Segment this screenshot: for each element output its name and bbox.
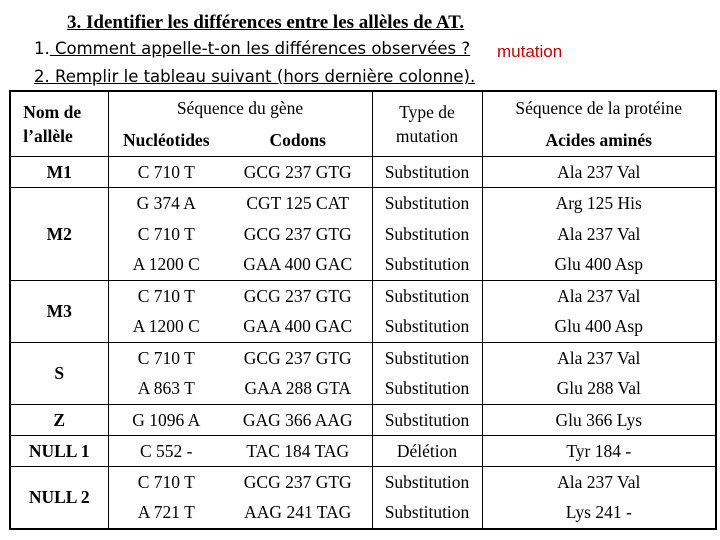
mutation-type-cell: Substitution bbox=[372, 405, 482, 436]
codons-cell: GAA 400 GAC bbox=[224, 312, 372, 343]
amino-acids-cell: Glu 400 Asp bbox=[554, 254, 643, 275]
table-row bbox=[10, 374, 716, 405]
allele-name-cell: M2 bbox=[10, 188, 108, 281]
table-row bbox=[10, 281, 716, 312]
nucleotides-cell: C 710 T bbox=[108, 343, 224, 374]
amino-acids-cell: Ala 237 Val bbox=[482, 157, 716, 188]
nucleotides-cell: G 1096 A bbox=[108, 405, 224, 436]
question-1-answer: mutation bbox=[497, 42, 563, 61]
alleles-table bbox=[9, 90, 717, 530]
nucleotides-cell: A 721 T bbox=[137, 502, 195, 522]
amino-acids-cell: Arg 125 His bbox=[482, 188, 716, 219]
codons-cell: GAA 400 GAC bbox=[224, 250, 372, 281]
mutation-type-cell: Substitution bbox=[372, 219, 482, 250]
table-row bbox=[10, 157, 716, 188]
codons-cell: GAA 288 GTA bbox=[224, 374, 372, 405]
header-allele-name-text: Nom de l’allèle bbox=[23, 102, 82, 146]
codons-cell: CGT 125 CAT bbox=[224, 188, 372, 219]
nucleotides-cell: G 374 A bbox=[108, 188, 224, 219]
header-amino-acids: Acides aminés bbox=[545, 129, 652, 150]
header-allele-name bbox=[10, 91, 108, 157]
question-2: 2. Remplir le tableau suivant (hors dernière colonne). bbox=[34, 67, 476, 86]
table-row bbox=[10, 312, 716, 343]
nucleotides-cell: C 710 T bbox=[108, 467, 224, 498]
header-codons: Codons bbox=[224, 124, 372, 157]
table-row bbox=[10, 436, 716, 467]
mutation-type-cell: Substitution bbox=[372, 157, 482, 188]
header-nucleotides: Nucléotides bbox=[122, 129, 210, 150]
header-gene-sequence: Séquence du gène bbox=[108, 91, 372, 124]
allele-name-cell: Z bbox=[10, 405, 108, 436]
allele-name-cell: S bbox=[10, 343, 108, 405]
allele-name-cell: NULL 1 bbox=[10, 436, 108, 467]
amino-acids-cell: Tyr 184 - bbox=[482, 436, 716, 467]
question-1-number: 1. bbox=[34, 39, 50, 58]
codons-cell: GAG 366 AAG bbox=[224, 405, 372, 436]
allele-name-cell: M1 bbox=[10, 157, 108, 188]
allele-name-cell: M3 bbox=[10, 281, 108, 343]
table-row bbox=[10, 467, 716, 498]
nucleotides-cell: C 710 T bbox=[108, 157, 224, 188]
mutation-type-cell: Substitution bbox=[372, 312, 482, 343]
header-mutation-type bbox=[372, 91, 482, 157]
nucleotides-cell: A 1200 C bbox=[132, 316, 200, 337]
codons-cell: GCG 237 GTG bbox=[224, 219, 372, 250]
mutation-type-cell: Substitution bbox=[372, 374, 482, 405]
nucleotides-cell: C 552 - bbox=[108, 436, 224, 467]
amino-acids-cell: Glu 366 Lys bbox=[482, 405, 716, 436]
amino-acids-cell: Ala 237 Val bbox=[557, 223, 641, 244]
table-row bbox=[10, 405, 716, 436]
allele-name-cell: NULL 2 bbox=[10, 467, 108, 529]
amino-acids-cell: Ala 237 Val bbox=[482, 281, 716, 312]
nucleotides-cell: A 1200 C bbox=[132, 254, 200, 275]
amino-acids-cell: Ala 237 Val bbox=[482, 467, 716, 498]
table-row bbox=[10, 188, 716, 219]
nucleotides-cell: C 710 T bbox=[108, 281, 224, 312]
table-header bbox=[10, 91, 716, 157]
table-row bbox=[10, 343, 716, 374]
mutation-type-cell: Substitution bbox=[372, 467, 482, 498]
amino-acids-cell: Glu 400 Asp bbox=[554, 316, 643, 337]
table-row bbox=[10, 498, 716, 529]
question-1-text: Comment appelle-t-on les différences observées ? bbox=[49, 39, 471, 58]
header-protein-sequence: Séquence de la protéine bbox=[515, 97, 683, 118]
codons-cell: GCG 237 GTG bbox=[224, 467, 372, 498]
page-title: 3. Identifier les différences entre les allèles de AT. bbox=[67, 12, 465, 33]
amino-acids-cell: Ala 237 Val bbox=[482, 343, 716, 374]
header-mutation-type-text: Type de mutation bbox=[395, 102, 459, 146]
mutation-type-cell: Substitution bbox=[372, 343, 482, 374]
codons-cell: TAC 184 TAG bbox=[224, 436, 372, 467]
codons-cell: GCG 237 GTG bbox=[224, 157, 372, 188]
mutation-type-cell: Substitution bbox=[372, 281, 482, 312]
mutation-type-cell: Substitution bbox=[372, 498, 482, 529]
table-row bbox=[10, 219, 716, 250]
codons-cell: GCG 237 GTG bbox=[224, 343, 372, 374]
amino-acids-cell: Glu 288 Val bbox=[556, 378, 641, 399]
nucleotides-cell: C 710 T bbox=[137, 223, 195, 244]
mutation-type-cell: Substitution bbox=[372, 250, 482, 281]
amino-acids-cell: Lys 241 - bbox=[565, 502, 632, 522]
codons-cell: GCG 237 GTG bbox=[224, 281, 372, 312]
mutation-type-cell: Substitution bbox=[372, 188, 482, 219]
mutation-type-cell: Délétion bbox=[372, 436, 482, 467]
nucleotides-cell: A 863 T bbox=[137, 378, 195, 399]
table-body bbox=[10, 157, 716, 529]
codons-cell: AAG 241 TAG bbox=[224, 498, 372, 529]
question-1 bbox=[34, 39, 470, 58]
table-row bbox=[10, 250, 716, 281]
